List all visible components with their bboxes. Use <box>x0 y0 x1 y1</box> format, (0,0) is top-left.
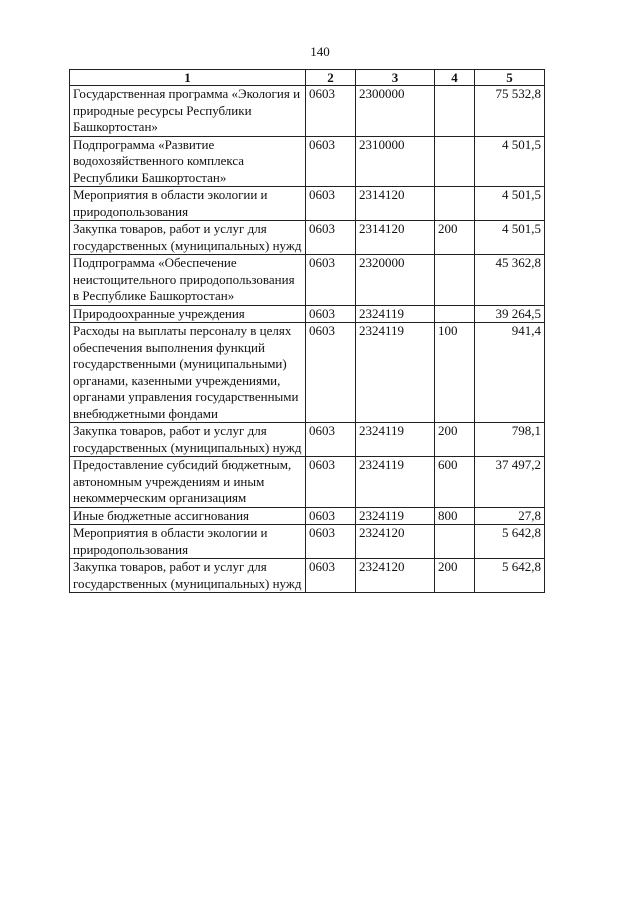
row-name: Государственная программа «Экология и природные ресурсы Республики Башкортостан» <box>70 86 306 137</box>
row-section: 0603 <box>306 525 356 559</box>
table-row <box>70 457 545 508</box>
row-type: 600 <box>435 457 475 508</box>
header-cell-target: 3 <box>356 70 435 86</box>
row-name: Закупка товаров, работ и услуг для государственных (муниципальных) нужд <box>70 221 306 255</box>
table-row <box>70 255 545 306</box>
row-section: 0603 <box>306 323 356 423</box>
row-amount: 941,4 <box>475 323 545 423</box>
table-row <box>70 221 545 255</box>
row-name: Закупка товаров, работ и услуг для государственных (муниципальных) нужд <box>70 423 306 457</box>
row-type <box>435 136 475 187</box>
row-target: 2324119 <box>356 507 435 525</box>
table-row <box>70 136 545 187</box>
row-name: Мероприятия в области экологии и природопользования <box>70 525 306 559</box>
table-row <box>70 86 545 137</box>
row-type: 200 <box>435 559 475 593</box>
header-cell-amount: 5 <box>475 70 545 86</box>
row-type <box>435 255 475 306</box>
row-section: 0603 <box>306 457 356 508</box>
row-name: Закупка товаров, работ и услуг для государственных (муниципальных) нужд <box>70 559 306 593</box>
row-amount: 4 501,5 <box>475 221 545 255</box>
table-row <box>70 187 545 221</box>
table-row <box>70 507 545 525</box>
row-type: 100 <box>435 323 475 423</box>
row-target: 2310000 <box>356 136 435 187</box>
budget-table <box>69 69 545 593</box>
row-amount: 4 501,5 <box>475 187 545 221</box>
row-name: Предоставление субсидий бюджетным, автономным учреждениям и иным некоммерческим организациям <box>70 457 306 508</box>
row-target: 2324120 <box>356 525 435 559</box>
row-amount: 37 497,2 <box>475 457 545 508</box>
row-name: Подпрограмма «Обеспечение неистощительного природопользования в Республике Башкортостан» <box>70 255 306 306</box>
table-row <box>70 559 545 593</box>
row-amount: 5 642,8 <box>475 525 545 559</box>
row-target: 2300000 <box>356 86 435 137</box>
row-type <box>435 305 475 323</box>
row-section: 0603 <box>306 507 356 525</box>
row-type: 800 <box>435 507 475 525</box>
row-amount: 27,8 <box>475 507 545 525</box>
row-name: Иные бюджетные ассигнования <box>70 507 306 525</box>
header-cell-section: 2 <box>306 70 356 86</box>
table-row <box>70 525 545 559</box>
table-header <box>70 70 545 86</box>
row-name: Природоохранные учреждения <box>70 305 306 323</box>
row-amount: 4 501,5 <box>475 136 545 187</box>
row-amount: 45 362,8 <box>475 255 545 306</box>
row-target: 2324119 <box>356 457 435 508</box>
row-name: Расходы на выплаты персоналу в целях обеспечения выполнения функций государственными (муниципальными) органами, казенными учреждениями, органами управления государственными внебюджетными фондами <box>70 323 306 423</box>
row-target: 2324119 <box>356 305 435 323</box>
row-section: 0603 <box>306 86 356 137</box>
row-target: 2324120 <box>356 559 435 593</box>
row-section: 0603 <box>306 136 356 187</box>
row-name: Подпрограмма «Развитие водохозяйственного комплекса Республики Башкортостан» <box>70 136 306 187</box>
row-amount: 75 532,8 <box>475 86 545 137</box>
table-row <box>70 423 545 457</box>
row-name: Мероприятия в области экологии и природопользования <box>70 187 306 221</box>
row-type <box>435 86 475 137</box>
table-body <box>70 86 545 593</box>
row-section: 0603 <box>306 255 356 306</box>
row-amount: 798,1 <box>475 423 545 457</box>
page-number: 140 <box>310 44 330 59</box>
row-amount: 39 264,5 <box>475 305 545 323</box>
table-row <box>70 305 545 323</box>
header-row <box>70 70 545 86</box>
row-target: 2314120 <box>356 187 435 221</box>
row-type <box>435 525 475 559</box>
row-section: 0603 <box>306 305 356 323</box>
row-target: 2324119 <box>356 323 435 423</box>
row-type <box>435 187 475 221</box>
row-target: 2314120 <box>356 221 435 255</box>
row-section: 0603 <box>306 187 356 221</box>
table-row <box>70 323 545 423</box>
header-cell-type: 4 <box>435 70 475 86</box>
row-type: 200 <box>435 221 475 255</box>
row-type: 200 <box>435 423 475 457</box>
row-target: 2320000 <box>356 255 435 306</box>
row-section: 0603 <box>306 559 356 593</box>
header-cell-name: 1 <box>70 70 306 86</box>
row-amount: 5 642,8 <box>475 559 545 593</box>
row-section: 0603 <box>306 423 356 457</box>
row-section: 0603 <box>306 221 356 255</box>
row-target: 2324119 <box>356 423 435 457</box>
